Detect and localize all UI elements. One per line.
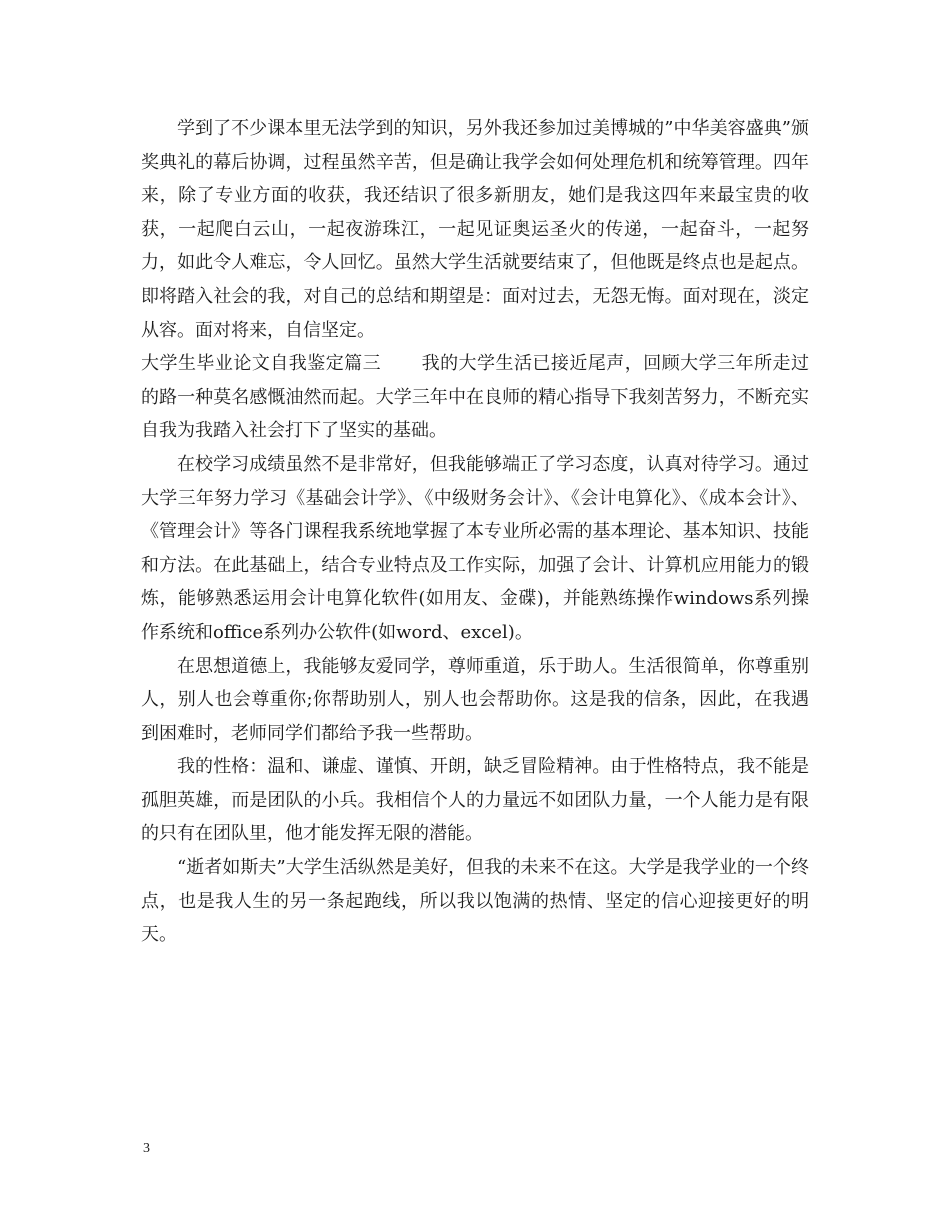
section-heading: 大学生毕业论文自我鉴定篇三 — [141, 353, 382, 375]
body-text — [141, 112, 809, 952]
paragraph-2 — [141, 347, 809, 448]
paragraph-4: 在思想道德上，我能够友爱同学，尊师重道，乐于助人。生活很简单，你尊重别人，别人也会尊重你;你帮助别人，别人也会帮助你。这是我的信条，因此，在我遇到困难时，老师同学们都给予我一些帮助。 — [141, 655, 809, 744]
paragraph-6: “逝者如斯夫”大学生活纵然是美好，但我的未来不在这。大学是我学业的一个终点，也是我人生的另一条起跑线，所以我以饱满的热情、坚定的信心迎接更好的明天。 — [141, 857, 809, 946]
paragraph-1: 学到了不少课本里无法学到的知识，另外我还参加过美博城的”中华美容盛典”颁奖典礼的幕后协调，过程虽然辛苦，但是确让我学会如何处理危机和统筹管理。四年来，除了专业方面的收获，我还结识了很多新朋友，她们是我这四年来最宝贵的收获，一起爬白云山，一起夜游珠江，一起见证奥运圣火的传递，一起奋斗，一起努力，如此令人难忘，令人回忆。虽然大学生活就要结束了，但他既是终点也是起点。即将踏入社会的我，对自己的总结和期望是：面对过去，无怨无悔。面对现在，淡定从容。面对将来，自信坚定。 — [141, 118, 809, 341]
paragraph-2-text: 我的大学生活已接近尾声，回顾大学三年所走过的路一种莫名感慨油然而起。大学三年中在良师的精心指导下我刻苦努力，不断充实自我为我踏入社会打下了坚实的基础。 — [141, 353, 810, 442]
paragraph-5: 我的性格：温和、谦虚、谨慎、开朗，缺乏冒险精神。由于性格特点，我不能是孤胆英雄，而是团队的小兵。我相信个人的力量远不如团队力量，一个人能力是有限的只有在团队里，他才能发挥无限的潜能。 — [141, 756, 809, 845]
page-number: 3 — [143, 1141, 150, 1156]
paragraph-3: 在校学习成绩虽然不是非常好，但我能够端正了学习态度，认真对待学习。通过大学三年努力学习《基础会计学》、《中级财务会计》、《会计电算化》、《成本会计》、《管理会计》等各门课程我系统地掌握了本专业所必需的基本理论、基本知识、技能和方法。在此基础上，结合专业特点及工作实际，加强了会计、计算机应用能力的锻炼，能够熟悉运用会计电算化软件(如用友、金碟)，并能熟练操作windows系列操作系统和office系列办公软件(如word、excel)。 — [141, 453, 809, 643]
